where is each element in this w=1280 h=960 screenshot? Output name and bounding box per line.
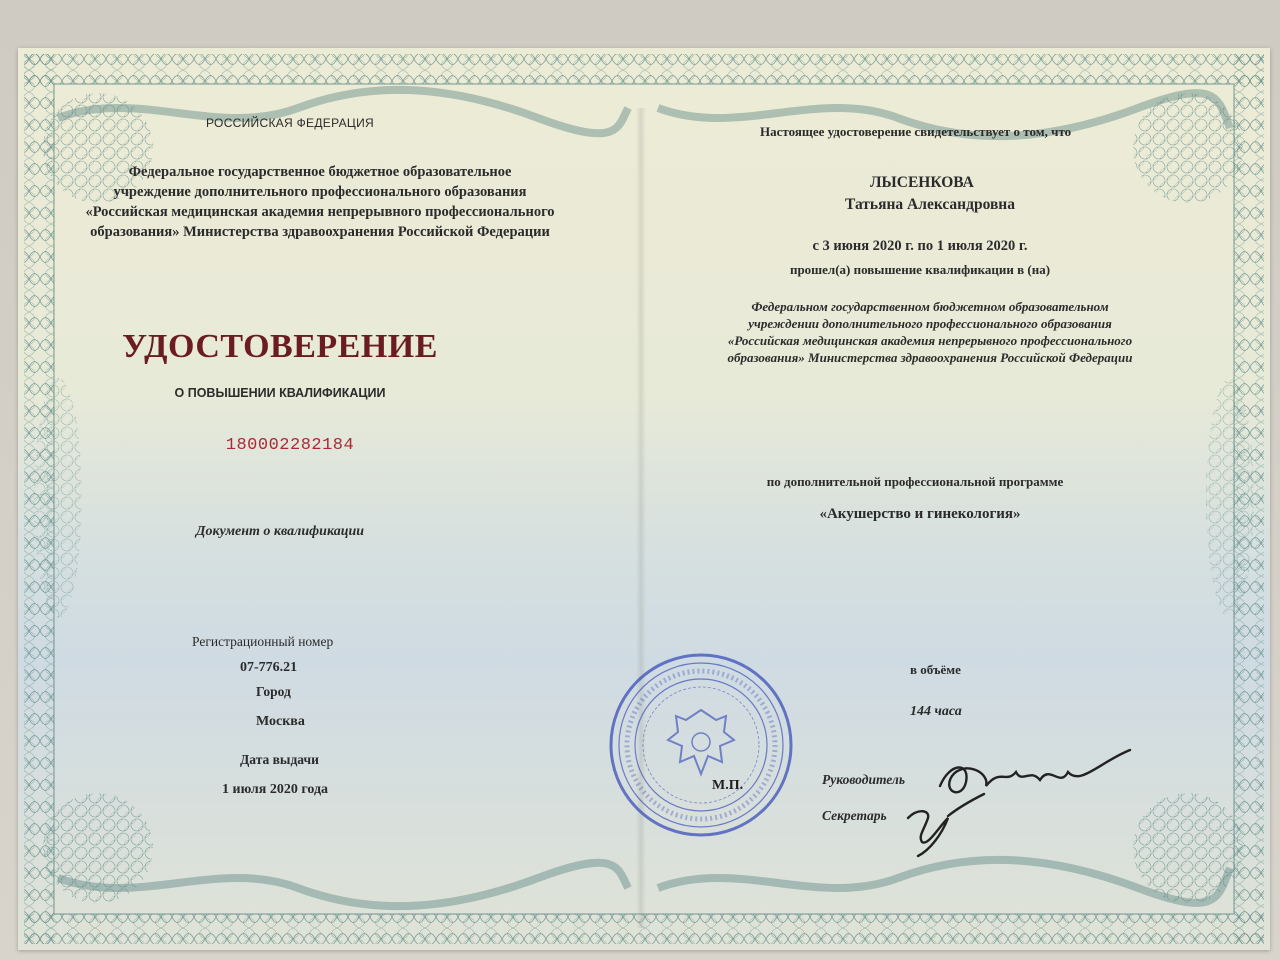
- country-name: РОССИЙСКАЯ ФЕДЕРАЦИЯ: [206, 116, 374, 130]
- document-subtitle: О ПОВЫШЕНИИ КВАЛИФИКАЦИИ: [174, 386, 386, 400]
- registration-number: 07-776.21: [240, 660, 298, 675]
- issuer-line: «Российская медицинская академия непрерывного профессионального: [85, 204, 555, 220]
- institution-line: «Российская медицинская академия непрерывного профессионального: [727, 333, 1133, 348]
- secretary-label: Секретарь: [822, 808, 887, 823]
- training-institution: [690, 298, 1170, 366]
- institution-line: учреждении дополнительного профессионального образования: [748, 316, 1112, 331]
- issue-date-label: Дата выдачи: [240, 752, 319, 767]
- holder-given-names: Татьяна Александровна: [845, 196, 1015, 213]
- seal-placeholder: М.П.: [712, 778, 744, 793]
- issuer-line: учреждение дополнительного профессионального образования: [113, 184, 527, 200]
- director-label: Руководитель: [822, 772, 906, 787]
- city-label: Город: [256, 684, 291, 699]
- completion-statement: прошел(а) повышение квалификации в (на): [789, 262, 1051, 277]
- institution-line: образования» Министерства здравоохранения Российской Федерации: [727, 350, 1133, 365]
- document-title: УДОСТОВЕРЕНИЕ: [122, 328, 438, 365]
- issuer-line: Федеральное государственное бюджетное образовательное: [128, 164, 512, 180]
- issuer-line: образования» Министерства здравоохранения Российской Федерации: [90, 224, 550, 240]
- program-label: по дополнительной профессиональной программе: [766, 474, 1064, 489]
- issue-date: 1 июля 2020 года: [222, 782, 329, 797]
- holder-surname: ЛЫСЕНКОВА: [870, 174, 974, 191]
- program-name: «Акушерство и гинекология»: [819, 506, 1021, 522]
- volume-value: 144 часа: [910, 704, 962, 719]
- institution-line: Федеральном государственном бюджетном образовательном: [751, 299, 1109, 314]
- registration-number-label: Регистрационный номер: [192, 634, 334, 649]
- official-seal-icon: [606, 650, 796, 840]
- document-type: Документ о квалификации: [195, 524, 365, 539]
- issuer-organization: [60, 162, 580, 242]
- certification-intro: Настоящее удостоверение свидетельствует о том, что: [760, 124, 1072, 139]
- city-value: Москва: [256, 714, 305, 729]
- secretary-signature-icon: [888, 788, 998, 858]
- training-period: с 3 июня 2020 г. по 1 июля 2020 г.: [812, 238, 1028, 254]
- volume-label: в объёме: [910, 662, 961, 677]
- document-number: 180002282184: [225, 436, 355, 455]
